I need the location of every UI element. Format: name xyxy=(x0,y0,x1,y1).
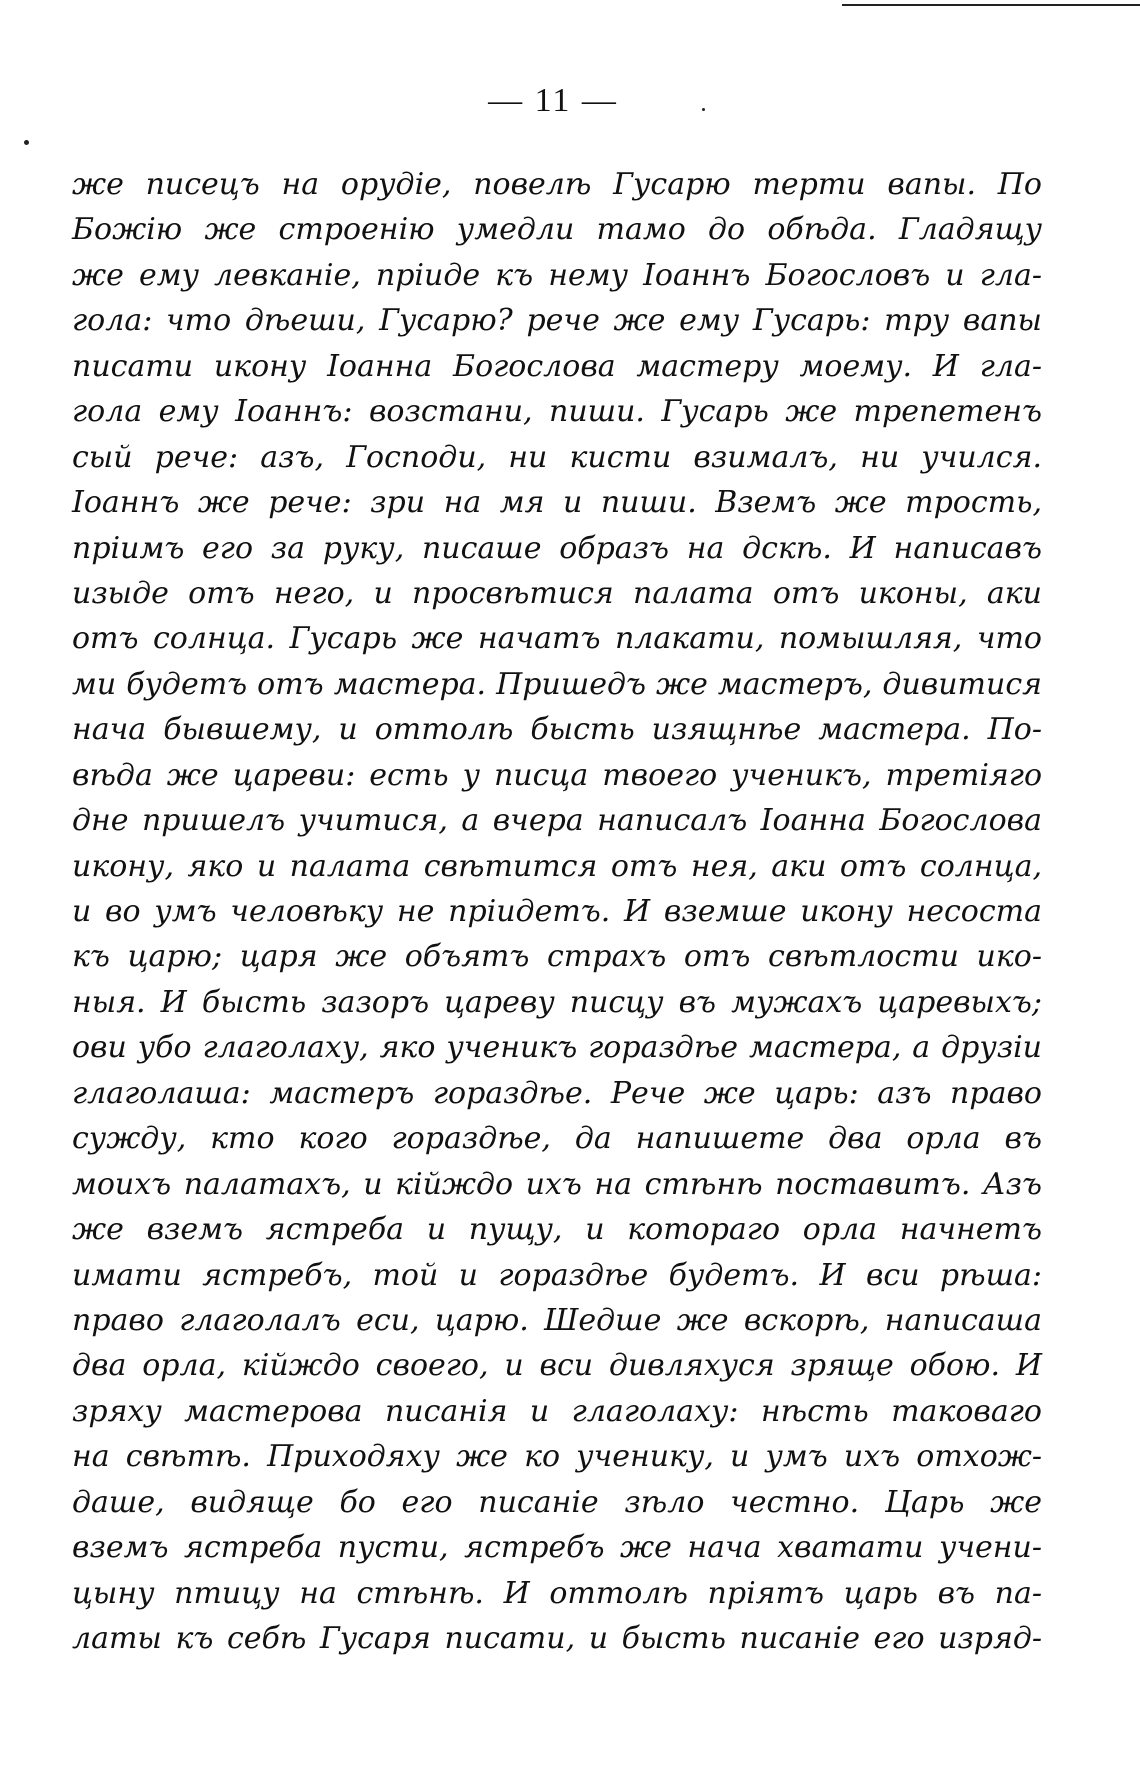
text-line: латы къ себѣ Гусаря писати, и бысть писаніе его изряд- xyxy=(72,1621,1042,1656)
text-line: моихъ палатахъ, и кійждо ихъ на стѣнѣ поставитъ. Азъ xyxy=(72,1166,1042,1202)
text-line: изыде отъ него, и просвѣтися палата отъ иконы, аки xyxy=(72,575,1042,611)
text-line: же писецъ на орудіе, повелѣ Гусарю терти вапы. По xyxy=(72,167,1042,202)
text-line: Іоаннъ же рече: зри на мя и пиши. Вземъ же трость, xyxy=(72,485,1042,521)
text-line: гола: что дѣеши, Гусарю? рече же ему Гусарь: тру вапы xyxy=(72,303,1042,339)
text-line: же ему левканіе, пріиде къ нему Іоаннъ Богословъ и гла- xyxy=(72,257,1042,293)
text-line: сый рече: азъ, Господи, ни кисти взималъ, ни учился. xyxy=(72,439,1042,475)
text-line: цыну птицу на стѣнѣ. И оттолѣ пріятъ царь въ па- xyxy=(72,1575,1042,1611)
text-line: отъ солнца. Гусарь же начатъ плакати, помышляя, что xyxy=(72,621,1042,657)
ink-speck xyxy=(24,140,29,145)
top-rule xyxy=(842,4,1140,6)
text-line: два орла, кійждо своего, и вси дивляхуся зряще обою. И xyxy=(72,1348,1042,1384)
text-line: сужду, кто кого гораздѣе, да напишете два орла въ xyxy=(72,1121,1042,1157)
text-line: пріимъ его за руку, писаше образъ на дскѣ. И написавъ xyxy=(72,530,1042,566)
text-line: же вземъ ястреба и пущу, и котораго орла начнетъ xyxy=(72,1212,1042,1248)
text-line: ми будетъ отъ мастера. Пришедъ же мастеръ, дивитися xyxy=(72,666,1042,702)
page-number: — 11 — xyxy=(488,82,618,119)
text-line: писати икону Іоанна Богослова мастеру моему. И гла- xyxy=(72,348,1042,384)
text-line: глаголаша: мастеръ гораздѣе. Рече же царь: азъ право xyxy=(72,1075,1042,1111)
text-line: дне пришелъ учитися, а вчера написалъ Іоанна Богослова xyxy=(72,803,1042,839)
text-line: вѣда же цареви: есть у писца твоего ученикъ, третіяго xyxy=(72,757,1042,793)
text-line: гола ему Іоаннъ: возстани, пиши. Гусарь же трепетенъ xyxy=(72,394,1042,430)
text-line: икону, яко и палата свѣтится отъ нея, аки отъ солнца, xyxy=(72,848,1042,884)
text-line: къ царю; царя же объятъ страхъ отъ свѣтлости ико- xyxy=(72,939,1042,975)
text-line: Божію же строенію умедли тамо до обѣда. Гладящу xyxy=(72,212,1042,248)
text-line: право глаголалъ еси, царю. Шедше же вскорѣ, написаша xyxy=(72,1302,1042,1338)
text-line: даше, видяще бо его писаніе зѣло честно. Царь же xyxy=(72,1484,1042,1520)
body-text xyxy=(72,162,1042,1661)
text-line: имати ястребъ, той и гораздѣе будетъ. И вси рѣша: xyxy=(72,1257,1042,1293)
text-line: ныя. И бысть зазоръ цареву писцу въ мужахъ царевыхъ; xyxy=(72,984,1042,1020)
text-line: на свѣтѣ. Приходяху же ко ученику, и умъ ихъ отхож- xyxy=(72,1439,1042,1475)
text-line: нача бывшему, и оттолѣ бысть изящнѣе мастера. По- xyxy=(72,712,1042,748)
text-line: зряху мастерова писанія и глаголаху: нѣсть таковаго xyxy=(72,1393,1042,1429)
text-line: и во умъ человѣку не пріидетъ. И вземше икону несоста xyxy=(72,894,1042,929)
text-line: вземъ ястреба пусти, ястребъ же нача хватати учени- xyxy=(72,1530,1042,1566)
text-line: ови убо глаголаху, яко ученикъ гораздѣе мастера, а друзіи xyxy=(72,1030,1042,1066)
